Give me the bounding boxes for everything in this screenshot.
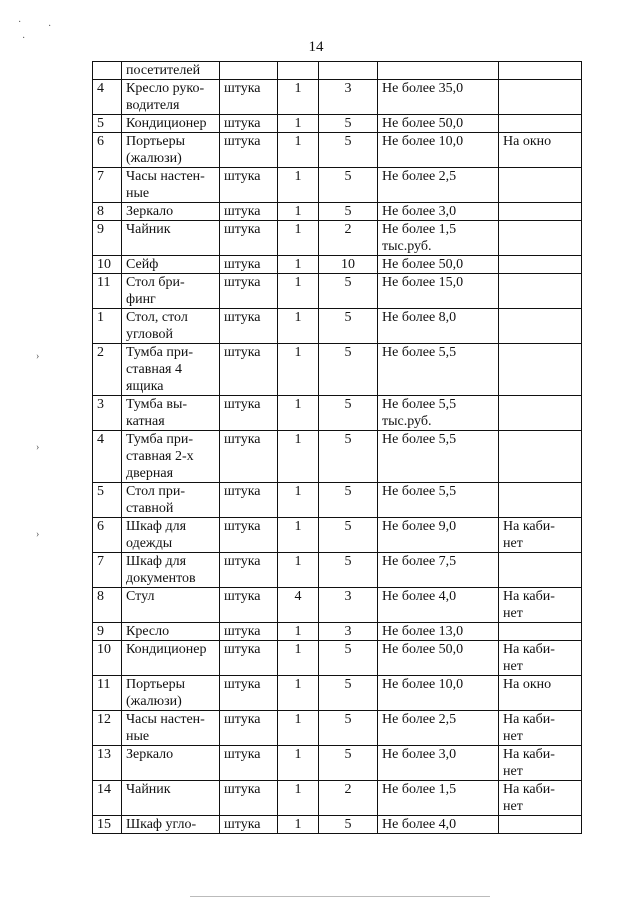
cell-note [499,256,582,274]
cell-number: 11 [93,274,122,309]
cell-number: 15 [93,816,122,834]
cell-price-limit: Не более 7,5 [378,553,499,588]
cell-note [499,396,582,431]
cell-service-years: 10 [319,256,378,274]
cell-quantity: 1 [278,221,319,256]
cell-price-limit: Не более 15,0 [378,274,499,309]
cell-price-limit: Не более 50,0 [378,115,499,133]
cell-note [499,62,582,80]
cell-price-limit: Не более 1,5 [378,781,499,816]
cell-note [499,431,582,483]
cell-price-limit [378,62,499,80]
cell-service-years: 2 [319,221,378,256]
cell-service-years: 5 [319,133,378,168]
table-row [93,221,582,256]
cell-price-limit: Не более 5,5 [378,431,499,483]
cell-number: 9 [93,221,122,256]
cell-number: 2 [93,344,122,396]
cell-price-limit: Не более 8,0 [378,309,499,344]
scan-bottom-edge [190,896,490,897]
cell-price-limit: Не более 13,0 [378,623,499,641]
cell-number: 8 [93,588,122,623]
cell-note [499,309,582,344]
cell-unit: штука [220,344,278,396]
cell-unit: штука [220,518,278,553]
scan-speck: · [18,17,22,28]
cell-quantity: 1 [278,483,319,518]
cell-note: На каби- нет [499,711,582,746]
cell-unit: штука [220,623,278,641]
table-row [93,274,582,309]
cell-service-years: 5 [319,483,378,518]
cell-price-limit: Не более 4,0 [378,816,499,834]
cell-price-limit: Не более 5,5 [378,483,499,518]
cell-service-years: 3 [319,588,378,623]
cell-service-years: 5 [319,676,378,711]
cell-price-limit: Не более 4,0 [378,588,499,623]
cell-price-limit: Не более 10,0 [378,676,499,711]
cell-item-name: Кондиционер [122,115,220,133]
table-row [93,344,582,396]
cell-item-name: Чайник [122,221,220,256]
cell-note [499,274,582,309]
cell-number: 6 [93,133,122,168]
equipment-norms-table [92,61,582,834]
cell-service-years: 5 [319,203,378,221]
cell-number: 3 [93,396,122,431]
cell-quantity: 1 [278,168,319,203]
cell-item-name: Тумба при- ставная 2-х дверная [122,431,220,483]
table-row [93,711,582,746]
cell-service-years: 3 [319,623,378,641]
cell-number: 1 [93,309,122,344]
cell-service-years: 5 [319,746,378,781]
cell-price-limit: Не более 10,0 [378,133,499,168]
cell-item-name: Шкаф угло- [122,816,220,834]
cell-price-limit: Не более 5,5 [378,344,499,396]
cell-item-name: Сейф [122,256,220,274]
cell-number [93,62,122,80]
cell-quantity: 1 [278,133,319,168]
table-row [93,641,582,676]
cell-item-name: Стол бри- финг [122,274,220,309]
cell-unit: штука [220,203,278,221]
cell-note [499,816,582,834]
table-row [93,168,582,203]
cell-unit: штука [220,431,278,483]
cell-unit: штука [220,676,278,711]
cell-note [499,115,582,133]
table-row [93,781,582,816]
cell-price-limit: Не более 3,0 [378,203,499,221]
cell-item-name: Портьеры (жалюзи) [122,676,220,711]
cell-service-years: 5 [319,553,378,588]
table-row [93,62,582,80]
table-row [93,816,582,834]
cell-price-limit: Не более 35,0 [378,80,499,115]
cell-item-name: Шкаф для одежды [122,518,220,553]
cell-note: На окно [499,133,582,168]
cell-unit: штука [220,133,278,168]
cell-service-years: 5 [319,274,378,309]
cell-unit: штука [220,746,278,781]
cell-number: 4 [93,80,122,115]
cell-item-name: Чайник [122,781,220,816]
cell-item-name: Кондиционер [122,641,220,676]
cell-note: На каби- нет [499,518,582,553]
cell-quantity: 1 [278,256,319,274]
cell-price-limit: Не более 3,0 [378,746,499,781]
cell-unit: штука [220,396,278,431]
cell-unit: штука [220,80,278,115]
cell-item-name: Тумба при- ставная 4 ящика [122,344,220,396]
cell-item-name: Стул [122,588,220,623]
cell-note [499,80,582,115]
cell-item-name: Стол, стол угловой [122,309,220,344]
cell-unit: штука [220,168,278,203]
table-row [93,431,582,483]
cell-service-years: 5 [319,396,378,431]
cell-service-years [319,62,378,80]
cell-quantity [278,62,319,80]
cell-price-limit: Не более 1,5 тыс.руб. [378,221,499,256]
table-row [93,203,582,221]
cell-service-years: 5 [319,431,378,483]
cell-quantity: 1 [278,431,319,483]
cell-number: 9 [93,623,122,641]
cell-item-name: Портьеры (жалюзи) [122,133,220,168]
cell-quantity: 1 [278,553,319,588]
cell-price-limit: Не более 5,5 тыс.руб. [378,396,499,431]
table-row [93,309,582,344]
cell-quantity: 1 [278,781,319,816]
cell-note: На каби- нет [499,588,582,623]
cell-unit: штука [220,816,278,834]
cell-item-name: Кресло [122,623,220,641]
cell-quantity: 1 [278,344,319,396]
cell-note [499,623,582,641]
cell-number: 13 [93,746,122,781]
page-number: 14 [308,39,324,55]
table-body [93,62,582,834]
cell-note [499,221,582,256]
cell-price-limit: Не более 50,0 [378,256,499,274]
table-row [93,553,582,588]
cell-unit: штука [220,274,278,309]
cell-note [499,168,582,203]
cell-quantity: 1 [278,623,319,641]
table-row [93,676,582,711]
cell-quantity: 1 [278,396,319,431]
cell-unit: штука [220,588,278,623]
cell-number: 8 [93,203,122,221]
cell-quantity: 1 [278,115,319,133]
cell-price-limit: Не более 2,5 [378,168,499,203]
cell-quantity: 1 [278,518,319,553]
cell-quantity: 4 [278,588,319,623]
table-row [93,746,582,781]
scan-speck: · [22,33,26,44]
cell-quantity: 1 [278,203,319,221]
cell-unit: штука [220,711,278,746]
cell-note [499,553,582,588]
cell-number: 12 [93,711,122,746]
cell-item-name: Стол при- ставной [122,483,220,518]
table-row [93,256,582,274]
cell-item-name: Шкаф для документов [122,553,220,588]
cell-item-name: Тумба вы- катная [122,396,220,431]
table-row [93,396,582,431]
cell-number: 6 [93,518,122,553]
cell-price-limit: Не более 9,0 [378,518,499,553]
cell-service-years: 3 [319,80,378,115]
table-row [93,80,582,115]
cell-unit: штука [220,309,278,344]
cell-quantity: 1 [278,80,319,115]
cell-number: 11 [93,676,122,711]
cell-number: 7 [93,168,122,203]
cell-price-limit: Не более 2,5 [378,711,499,746]
cell-item-name: Зеркало [122,746,220,781]
cell-number: 10 [93,641,122,676]
cell-unit: штука [220,641,278,676]
scan-speck: › [36,442,40,453]
cell-quantity: 1 [278,274,319,309]
cell-service-years: 5 [319,168,378,203]
cell-unit: штука [220,115,278,133]
cell-note: На окно [499,676,582,711]
cell-note: На каби- нет [499,781,582,816]
cell-number: 5 [93,115,122,133]
cell-quantity: 1 [278,309,319,344]
cell-quantity: 1 [278,816,319,834]
cell-service-years: 2 [319,781,378,816]
cell-number: 7 [93,553,122,588]
cell-item-name: посетителей [122,62,220,80]
cell-note [499,344,582,396]
scan-speck: · [48,21,52,32]
cell-unit: штука [220,221,278,256]
cell-service-years: 5 [319,641,378,676]
cell-unit [220,62,278,80]
cell-quantity: 1 [278,676,319,711]
table-row [93,623,582,641]
cell-item-name: Кресло руко- водителя [122,80,220,115]
scan-speck: › [36,529,40,540]
cell-service-years: 5 [319,115,378,133]
cell-note [499,203,582,221]
scan-speck: › [36,351,40,362]
cell-quantity: 1 [278,641,319,676]
table-row [93,133,582,168]
cell-note [499,483,582,518]
cell-unit: штука [220,256,278,274]
cell-number: 14 [93,781,122,816]
cell-service-years: 5 [319,344,378,396]
table-row [93,518,582,553]
cell-number: 4 [93,431,122,483]
table-row [93,588,582,623]
cell-service-years: 5 [319,816,378,834]
cell-unit: штука [220,781,278,816]
cell-item-name: Зеркало [122,203,220,221]
cell-quantity: 1 [278,711,319,746]
cell-service-years: 5 [319,518,378,553]
table-row [93,483,582,518]
cell-price-limit: Не более 50,0 [378,641,499,676]
cell-unit: штука [220,483,278,518]
cell-note: На каби- нет [499,746,582,781]
cell-item-name: Часы настен- ные [122,711,220,746]
cell-note: На каби- нет [499,641,582,676]
cell-item-name: Часы настен- ные [122,168,220,203]
cell-number: 5 [93,483,122,518]
cell-unit: штука [220,553,278,588]
cell-service-years: 5 [319,309,378,344]
table-row [93,115,582,133]
cell-quantity: 1 [278,746,319,781]
cell-number: 10 [93,256,122,274]
cell-service-years: 5 [319,711,378,746]
